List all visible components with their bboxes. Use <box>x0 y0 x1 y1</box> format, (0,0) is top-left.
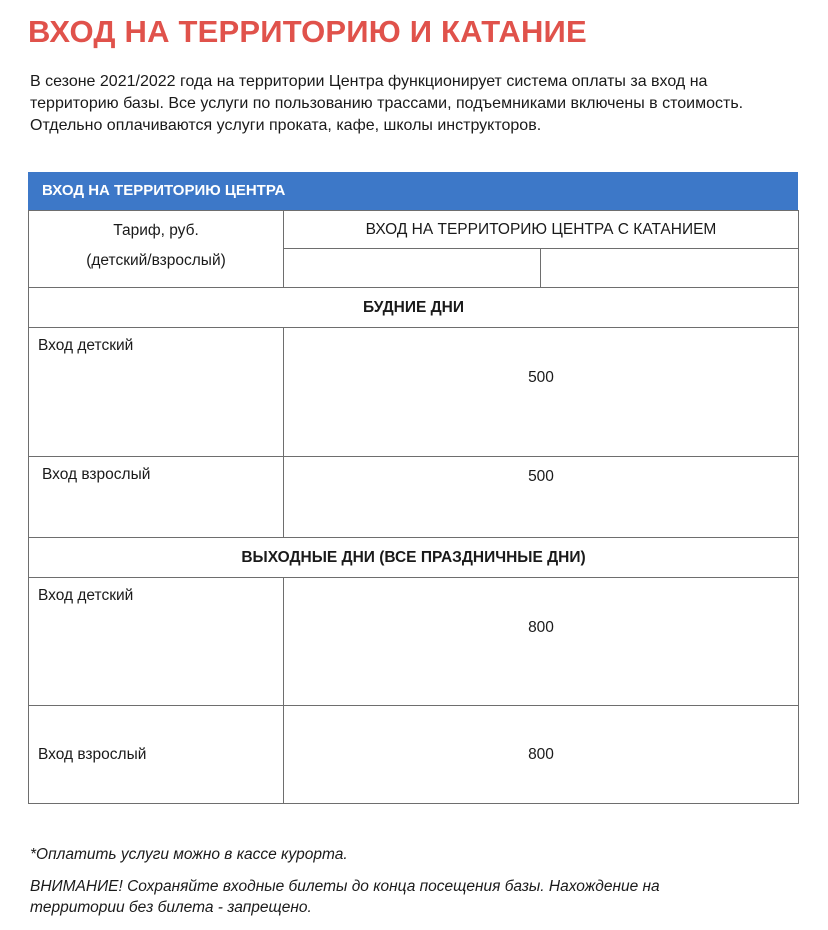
row-value: 500 <box>284 328 799 457</box>
tariff-label-cell <box>29 211 284 288</box>
column-subcell-empty <box>541 249 799 288</box>
row-value: 500 <box>284 457 799 538</box>
table-row <box>29 328 799 457</box>
row-label: Вход взрослый <box>29 706 284 804</box>
section-title-weekends: ВЫХОДНЫЕ ДНИ (ВСЕ ПРАЗДНИЧНЫЕ ДНИ) <box>29 538 799 578</box>
page-title: ВХОД НА ТЕРРИТОРИЮ И КАТАНИЕ <box>28 14 587 49</box>
column-title: ВХОД НА ТЕРРИТОРИЮ ЦЕНТРА С КАТАНИЕМ <box>284 211 799 249</box>
payment-footnote: *Оплатить услуги можно в кассе курорта. <box>30 846 348 863</box>
table-row <box>29 578 799 706</box>
row-label: Вход детский <box>29 578 284 706</box>
tariff-label: Тариф, руб. <box>113 222 199 239</box>
price-table-section <box>28 172 798 804</box>
section-title-weekdays: БУДНИЕ ДНИ <box>29 288 799 328</box>
row-label: Вход детский <box>29 328 284 457</box>
tariff-sublabel: (детский/взрослый) <box>86 252 226 269</box>
table-row <box>29 706 799 804</box>
warning-note: ВНИМАНИЕ! Сохраняйте входные билеты до конца посещения базы. Нахождение на территории без билета - запрещено. <box>30 878 660 916</box>
intro-text: В сезоне 2021/2022 года на территории Центра функционирует система оплаты за вход на территорию базы. Все услуги по пользованию трассами, подъемниками включены в стоимость. Отдельно оплачиваются услуги проката, кафе, школы инструкторов. <box>30 73 744 134</box>
column-subcell-empty <box>284 249 541 288</box>
row-label: Вход взрослый <box>29 457 284 538</box>
row-value: 800 <box>284 578 799 706</box>
row-value: 800 <box>284 706 799 804</box>
table-row <box>29 457 799 538</box>
table-header: ВХОД НА ТЕРРИТОРИЮ ЦЕНТРА <box>28 172 798 210</box>
price-table <box>28 210 799 804</box>
